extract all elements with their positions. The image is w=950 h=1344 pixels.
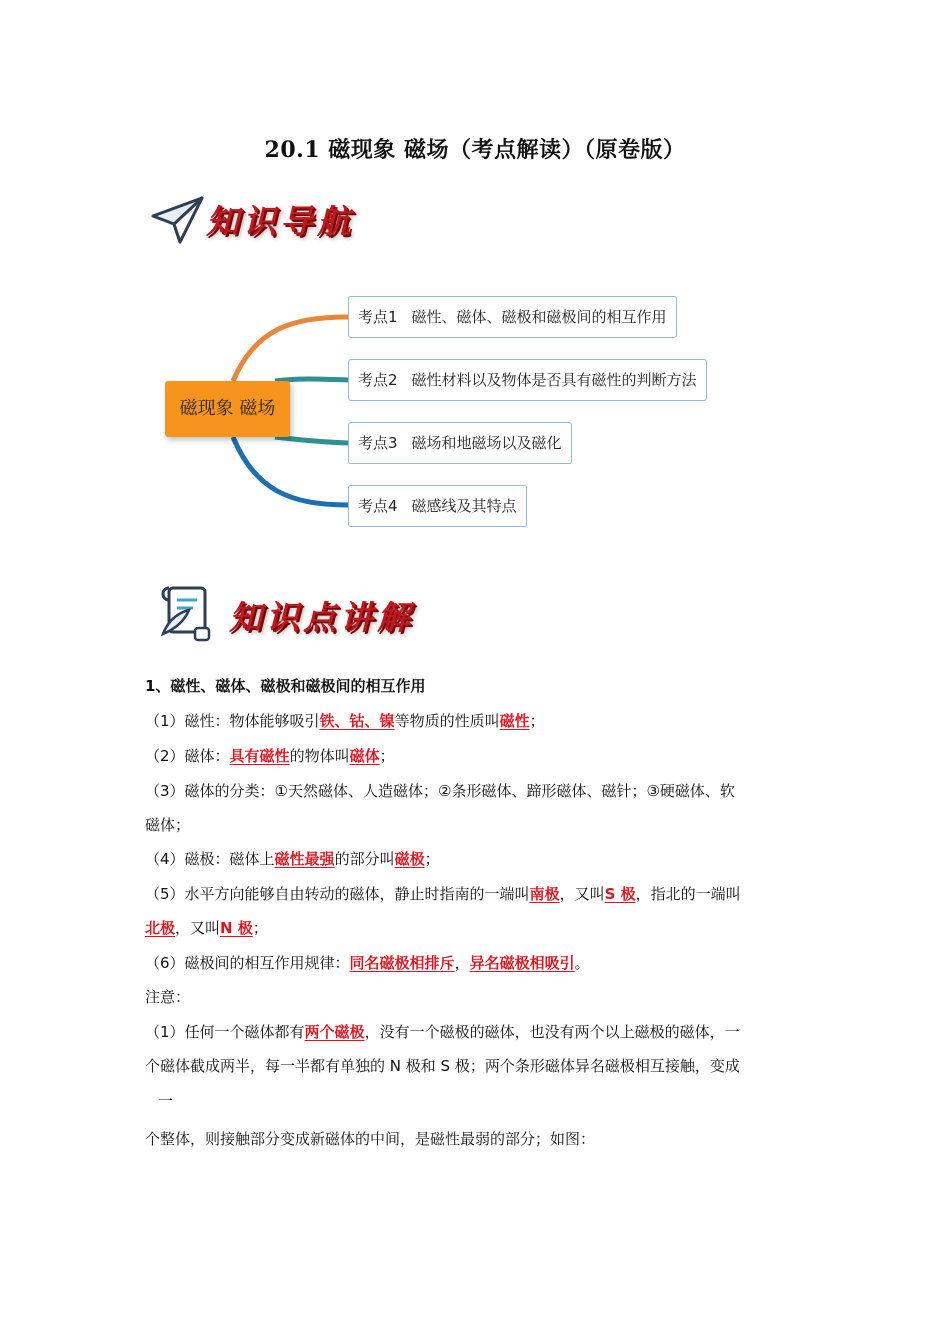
explain-banner bbox=[155, 580, 435, 650]
text: ，没有一个磁极的磁体，也没有两个以上磁极的磁体，一 bbox=[364, 1023, 740, 1041]
text: （5）水平方向能够自由转动的磁体，静止时指南的一端叫 bbox=[145, 885, 530, 903]
node-label: 考点2 bbox=[358, 371, 398, 389]
highlight: 北极 bbox=[145, 919, 176, 937]
paragraph-3-line-2: 磁体； bbox=[145, 816, 191, 834]
note-label: 注意： bbox=[145, 988, 191, 1006]
node-label: 考点3 bbox=[358, 434, 398, 452]
node-text: 磁性材料以及物体是否具有磁性的判断方法 bbox=[411, 371, 697, 389]
highlight: 磁极 bbox=[394, 850, 425, 868]
node-label: 考点1 bbox=[358, 308, 398, 326]
paragraph-4 bbox=[145, 848, 440, 869]
note-1-line-3: 个整体，则接触部分变成新磁体的中间，是磁性最弱的部分；如图： bbox=[145, 1130, 596, 1148]
paragraph-5-line-2 bbox=[145, 917, 268, 938]
mindmap-node-1 bbox=[348, 296, 677, 338]
text: （4）磁极：磁体上 bbox=[145, 850, 275, 868]
explain-banner-text: 知识点讲解 bbox=[229, 598, 414, 637]
text: 等物质的性质叫 bbox=[394, 712, 500, 730]
text: 。 bbox=[574, 954, 590, 972]
highlight: 具有磁性 bbox=[229, 747, 290, 765]
page-title: 20.1 磁现象 磁场（考点解读）（原卷版） bbox=[264, 137, 686, 163]
highlight: S 极 bbox=[604, 885, 636, 903]
node-text: 磁感线及其特点 bbox=[411, 497, 517, 515]
text: ； bbox=[529, 712, 545, 730]
section-heading: 1、磁性、磁体、磁极和磁极间的相互作用 bbox=[145, 677, 426, 695]
node-text: 磁场和地磁场以及磁化 bbox=[411, 434, 562, 452]
mindmap-center: 磁现象 磁场 bbox=[165, 381, 290, 437]
text: ； bbox=[379, 747, 395, 765]
text: 的部分叫 bbox=[334, 850, 395, 868]
text: ， bbox=[454, 954, 470, 972]
mindmap-node-2 bbox=[348, 359, 707, 401]
branch-4 bbox=[233, 437, 348, 505]
nav-banner-text: 知识导航 bbox=[206, 202, 354, 241]
highlight: 同名磁极相排斥 bbox=[349, 954, 455, 972]
highlight: 两个磁极 bbox=[304, 1023, 365, 1041]
scroll-quill-icon bbox=[155, 582, 215, 644]
paragraph-6 bbox=[145, 952, 590, 973]
mindmap-node-3 bbox=[348, 422, 572, 464]
highlight: 磁性 bbox=[499, 712, 530, 730]
note-1-line-1 bbox=[145, 1021, 740, 1042]
paragraph-3-line-1: （3）磁体的分类：①天然磁体、人造磁体；②条形磁体、蹄形磁体、磁针；③硬磁体、软 bbox=[145, 782, 735, 800]
text: ； bbox=[424, 850, 440, 868]
text: 的物体叫 bbox=[289, 747, 350, 765]
paragraph-2 bbox=[145, 745, 395, 766]
text: （1）任何一个磁体都有 bbox=[145, 1023, 305, 1041]
note-1-dash: 一 bbox=[158, 1092, 174, 1110]
node-text: 磁性、磁体、磁极和磁极间的相互作用 bbox=[411, 308, 667, 326]
text: ，又叫 bbox=[175, 919, 221, 937]
highlight: 磁体 bbox=[349, 747, 380, 765]
text: ； bbox=[252, 919, 268, 937]
highlight: 异名磁极相吸引 bbox=[469, 954, 575, 972]
highlight: 磁性最强 bbox=[274, 850, 335, 868]
text: （1）磁性：物体能够吸引 bbox=[145, 712, 320, 730]
text: ，又叫 bbox=[559, 885, 605, 903]
highlight: N 极 bbox=[220, 919, 253, 937]
highlight: 南极 bbox=[529, 885, 560, 903]
mindmap-node-4 bbox=[348, 485, 527, 527]
node-label: 考点4 bbox=[358, 497, 398, 515]
text: （2）磁体： bbox=[145, 747, 230, 765]
highlight: 铁、钴、镍 bbox=[319, 712, 395, 730]
text: （6）磁极间的相互作用规律： bbox=[145, 954, 350, 972]
note-1-line-2: 个磁体截成两半，每一半都有单独的 N 极和 S 极；两个条形磁体异名磁极相互接触，变成 bbox=[145, 1057, 740, 1075]
branch-1 bbox=[233, 317, 348, 381]
text: ，指北的一端叫 bbox=[635, 885, 741, 903]
paragraph-5-line-1 bbox=[145, 883, 741, 904]
branch-3 bbox=[275, 437, 348, 443]
paragraph-1 bbox=[145, 710, 545, 731]
